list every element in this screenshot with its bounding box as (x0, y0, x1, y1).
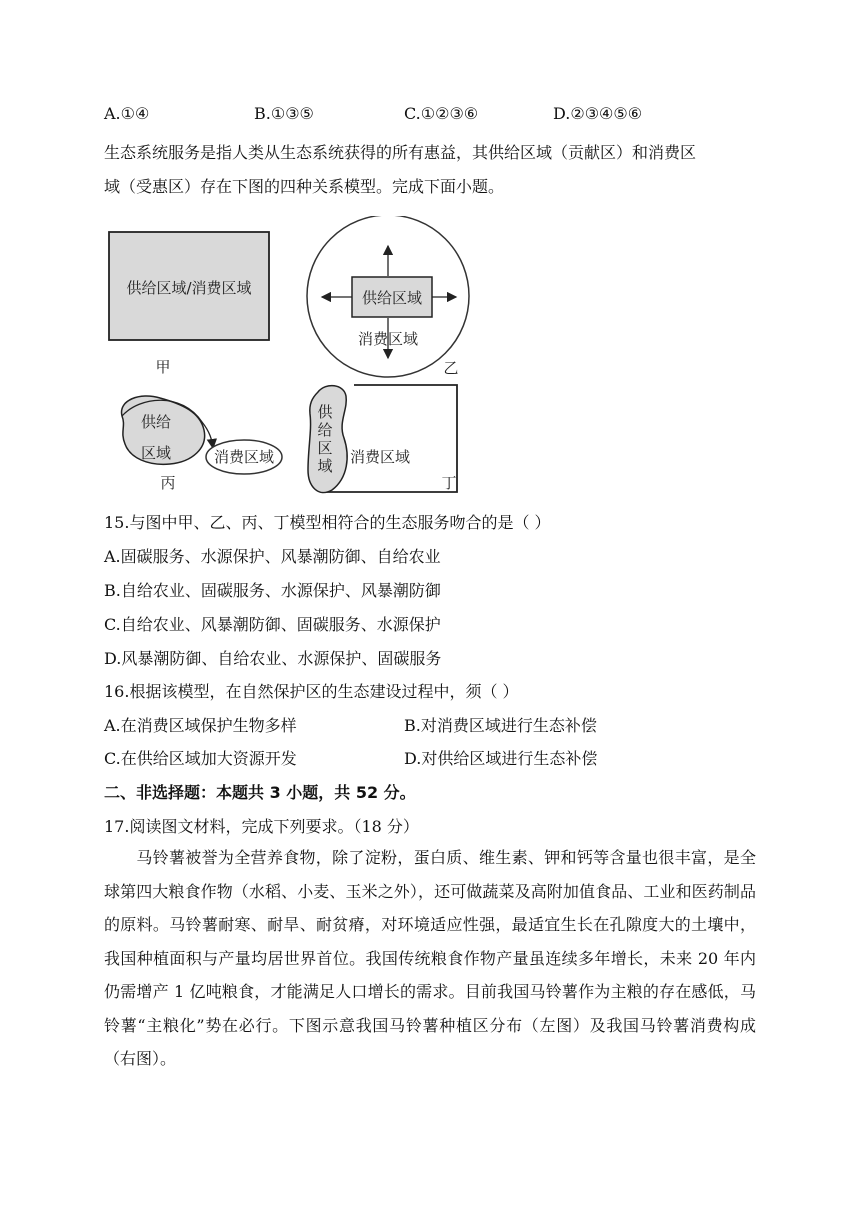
q16-option-a: A.在消费区域保护生物多样 (104, 716, 297, 735)
q15-option-b: B.自给农业、固碳服务、水源保护、风暴潮防御 (104, 581, 441, 600)
ding-supply-char-1: 供 (317, 403, 333, 421)
jia-label: 甲 (155, 358, 171, 376)
q17-stem: 17.阅读图文材料，完成下列要求。（18 分） (104, 817, 419, 836)
bing-supply-label-1: 供给 (140, 413, 172, 431)
intro-line-2: 域（受惠区）存在下图的四种关系模型。完成下面小题。 (104, 177, 505, 196)
yi-supply-label: 供给区域 (361, 289, 423, 307)
intro-line-1: 生态系统服务是指人类从生态系统获得的所有惠益，其供给区域（贡献区）和消费区 (104, 143, 697, 162)
q15-option-c: C.自给农业、风暴潮防御、固碳服务、水源保护 (104, 615, 441, 634)
bing-supply-label-2: 区域 (140, 444, 172, 462)
q14-option-b: B.①③⑤ (254, 104, 314, 123)
section-2-heading: 二、非选择题：本题共 3 小题，共 52 分。 (104, 783, 416, 802)
ding-label: 丁 (441, 474, 457, 492)
ding-supply-char-3: 区 (317, 439, 333, 457)
ding-supply-char-2: 给 (317, 421, 333, 439)
yi-consume-label: 消费区域 (357, 330, 419, 348)
q15-option-a: A.固碳服务、水源保护、风暴潮防御、自给农业 (104, 547, 441, 566)
jia-box-label: 供给区域/消费区域 (126, 279, 252, 297)
ding-consume-label: 消费区域 (349, 448, 411, 466)
q14-option-c: C.①②③⑥ (404, 104, 479, 123)
q15-stem: 15.与图中甲、乙、丙、丁模型相符合的生态服务吻合的是（ ） (104, 513, 551, 532)
q17-paragraph (104, 841, 756, 1076)
q14-option-d: D.②③④⑤⑥ (553, 104, 643, 123)
q14-option-a: A.①④ (104, 104, 150, 123)
q16-stem: 16.根据该模型，在自然保护区的生态建设过程中，须（ ） (104, 682, 519, 701)
relationship-models-figure (100, 216, 480, 498)
ding-supply-char-4: 域 (317, 457, 333, 475)
q15-option-d: D.风暴潮防御、自给农业、水源保护、固碳服务 (104, 649, 442, 668)
q16-option-d: D.对供给区域进行生态补偿 (404, 749, 598, 768)
bing-label: 丙 (160, 474, 176, 492)
q17-paragraph-text: 马铃薯被誉为全营养食物，除了淀粉，蛋白质、维生素、钾和钙等含量也很丰富，是全球第四大粮食作物（水稻、小麦、玉米之外），还可做蔬菜及高附加值食品、工业和医药制品的原料。马铃薯耐寒、耐旱、耐贫瘠，对环境适应性强，最适宜生长在孔隙度大的土壤中，我国种植面积与产量均居世界首位。我国传统粮食作物产量虽连续多年增长，未来 20 年内仍需增产 1 亿吨粮食，才能满足人口增长的需求。目前我国马铃薯作为主粮的存在感低，马铃薯“主粮化”势在必行。下图示意我国马铃薯种植区分布（左图）及我国马铃薯消费构成（右图）。 (104, 848, 756, 1068)
bing-consume-label: 消费区域 (213, 448, 275, 466)
q16-option-b: B.对消费区域进行生态补偿 (404, 716, 597, 735)
q16-option-c: C.在供给区域加大资源开发 (104, 749, 297, 768)
yi-label: 乙 (443, 359, 459, 377)
